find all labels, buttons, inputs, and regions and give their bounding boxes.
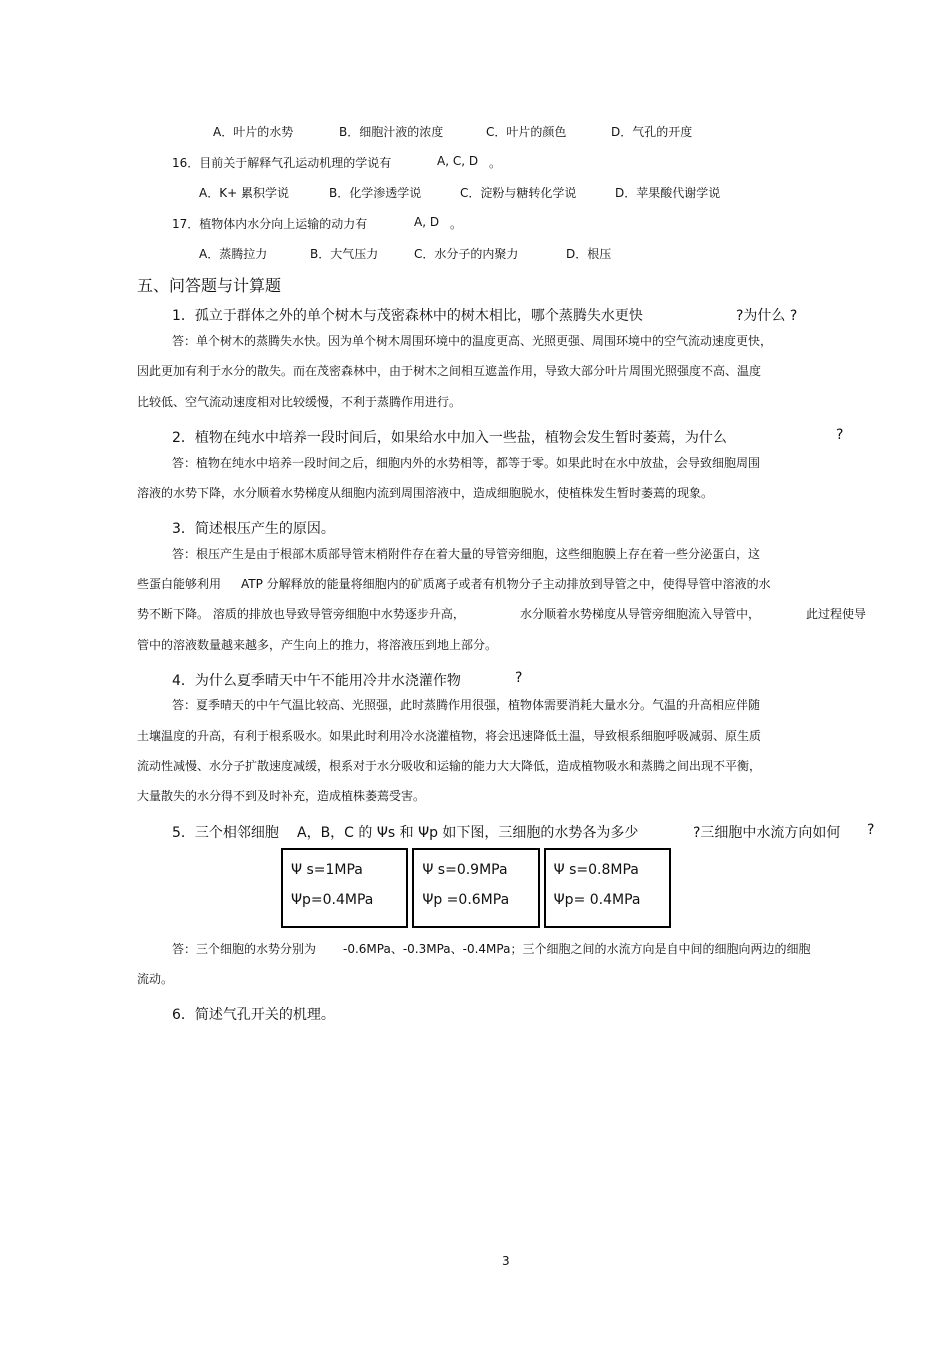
q16-option-d: D．苹果酸代谢学说 [615, 186, 721, 200]
q16-stem: 16．目前关于解释气孔运动机理的学说有 [172, 156, 392, 170]
q3-text: 3．简述根压产生的原因。 [172, 521, 335, 537]
q1-text: 1．孤立于群体之外的单个树木与茂密森林中的树木相比，哪个蒸腾失水更快 [172, 308, 643, 324]
cell-a-psi-s: Ψ s=1MPa [291, 862, 363, 878]
page-number: 3 [502, 1254, 510, 1268]
q2-answer-line: 溶液的水势下降，水分顺着水势梯度从细胞内流到周围溶液中，造成细胞脱水，使植株发生暂时萎蔫的现象。 [137, 486, 714, 500]
q4-answer-line: 土壤温度的升高，有利于根系吸水。如果此时利用冷水浇灌植物，将会迅速降低土温，导致根系细胞呼吸减弱、原生质 [137, 729, 762, 743]
q5-text-part: ? [867, 822, 875, 838]
q2-text: 2．植物在纯水中培养一段时间后，如果给水中加入一些盐，植物会发生暂时萎蔫，为什么 [172, 430, 727, 446]
cell-b-psi-s: Ψ s=0.9MPa [422, 862, 508, 878]
q2-answer-line: 答：植物在纯水中培养一段时间之后，细胞内外的水势相等，都等于零。如果此时在水中放盐，会导致细胞周围 [172, 456, 761, 470]
q17-option-b: B．大气压力 [310, 247, 379, 261]
q1-answer-line: 因此更加有利于水分的散失。而在茂密森林中，由于树木之间相互遮盖作用，导致大部分叶片周围光照强度不高、温度 [137, 364, 762, 378]
q4-answer-line: 答：夏季晴天的中午气温比较高、光照强，此时蒸腾作用很强，植物体需要消耗大量水分。气温的升高相应伴随 [172, 698, 761, 712]
q4-tail: ? [515, 670, 523, 686]
q16-answer: A, C, D [437, 154, 479, 168]
cell-a-psi-p: Ψp=0.4MPa [291, 892, 374, 908]
q6-text: 6．简述气孔开关的机理。 [172, 1007, 335, 1023]
q15-option-d: D．气孔的开度 [611, 125, 693, 139]
q4-answer-line: 大量散失的水分得不到及时补充，造成植株萎蔫受害。 [137, 789, 426, 803]
q15-option-b: B．细胞汁液的浓度 [339, 125, 444, 139]
q17-option-d: D．根压 [566, 247, 612, 261]
q3-answer-line: 水分顺着水势梯度从导管旁细胞流入导管中， [520, 607, 761, 621]
cell-b [412, 848, 539, 928]
q17-option-a: A．蒸腾拉力 [199, 247, 268, 261]
q2-tail: ? [836, 427, 844, 443]
q3-answer-line: 管中的溶液数量越来越多，产生向上的推力，将溶液压到地上部分。 [137, 638, 498, 652]
q15-option-a: A．叶片的水势 [213, 125, 294, 139]
q4-answer-line: 流动性减慢、水分子扩散速度减缓，根系对于水分吸收和运输的能力大大降低，造成植物吸水和蒸腾之间出现不平衡， [137, 759, 762, 773]
q16-option-b: B．化学渗透学说 [329, 186, 422, 200]
q5-text-part: A，B，C 的 Ψs 和 Ψp 如下图，三细胞的水势各为多少 [297, 825, 639, 841]
q15-option-c: C．叶片的颜色 [486, 125, 567, 139]
q1-tail: ?为什么 ? [736, 308, 798, 324]
q16-option-a: A．K+ 累积学说 [199, 186, 289, 200]
q1-answer-line: 答：单个树木的蒸腾失水快。因为单个树木周围环境中的温度更高、光照更强、周围环境中的空气流动速度更快， [172, 334, 773, 348]
q16-option-c: C．淀粉与糖转化学说 [460, 186, 577, 200]
q1-answer-line: 比较低、空气流动速度相对比较缓慢，不利于蒸腾作用进行。 [137, 395, 462, 409]
q16-end: 。 [489, 156, 502, 170]
q5-answer-line: 答：三个细胞的水势分别为 [172, 942, 317, 956]
q3-answer-line: 此过程使导 [806, 607, 867, 621]
q17-answer: A, D [414, 215, 440, 229]
cell-c-psi-p: Ψp= 0.4MPa [553, 892, 641, 908]
q5-text-part: ?三细胞中水流方向如何 [693, 825, 841, 841]
cell-diagram [281, 848, 671, 928]
q3-answer-line: 些蛋白能够利用 [137, 577, 222, 591]
cell-c-psi-s: Ψ s=0.8MPa [553, 862, 639, 878]
section-title: 五、问答题与计算题 [137, 276, 282, 295]
cell-a [281, 848, 408, 928]
q3-answer-line: ATP 分解释放的能量将细胞内的矿质离子或者有机物分子主动排放到导管之中，使得导管中溶液的水 [241, 577, 771, 591]
cell-c [544, 848, 671, 928]
q17-option-c: C．水分子的内聚力 [414, 247, 519, 261]
q3-answer-line: 势不断下降。 溶质的排放也导致导管旁细胞中水势逐步升高， [137, 607, 465, 621]
q3-answer-line: 答：根压产生是由于根部木质部导管末梢附件存在着大量的导管旁细胞，这些细胞膜上存在着一些分泌蛋白，这 [172, 547, 761, 561]
q5-text-part: 5．三个相邻细胞 [172, 825, 279, 841]
q5-answer-line: 流动。 [137, 972, 174, 986]
q4-text: 4．为什么夏季晴天中午不能用冷井水浇灌作物 [172, 673, 461, 689]
q17-stem: 17．植物体内水分向上运输的动力有 [172, 217, 368, 231]
q17-end: 。 [450, 217, 463, 231]
q5-answer-line: -0.6MPa、-0.3MPa、-0.4MPa；三个细胞之间的水流方向是自中间的细胞向两边的细胞 [343, 942, 811, 956]
cell-b-psi-p: Ψp =0.6MPa [422, 892, 510, 908]
